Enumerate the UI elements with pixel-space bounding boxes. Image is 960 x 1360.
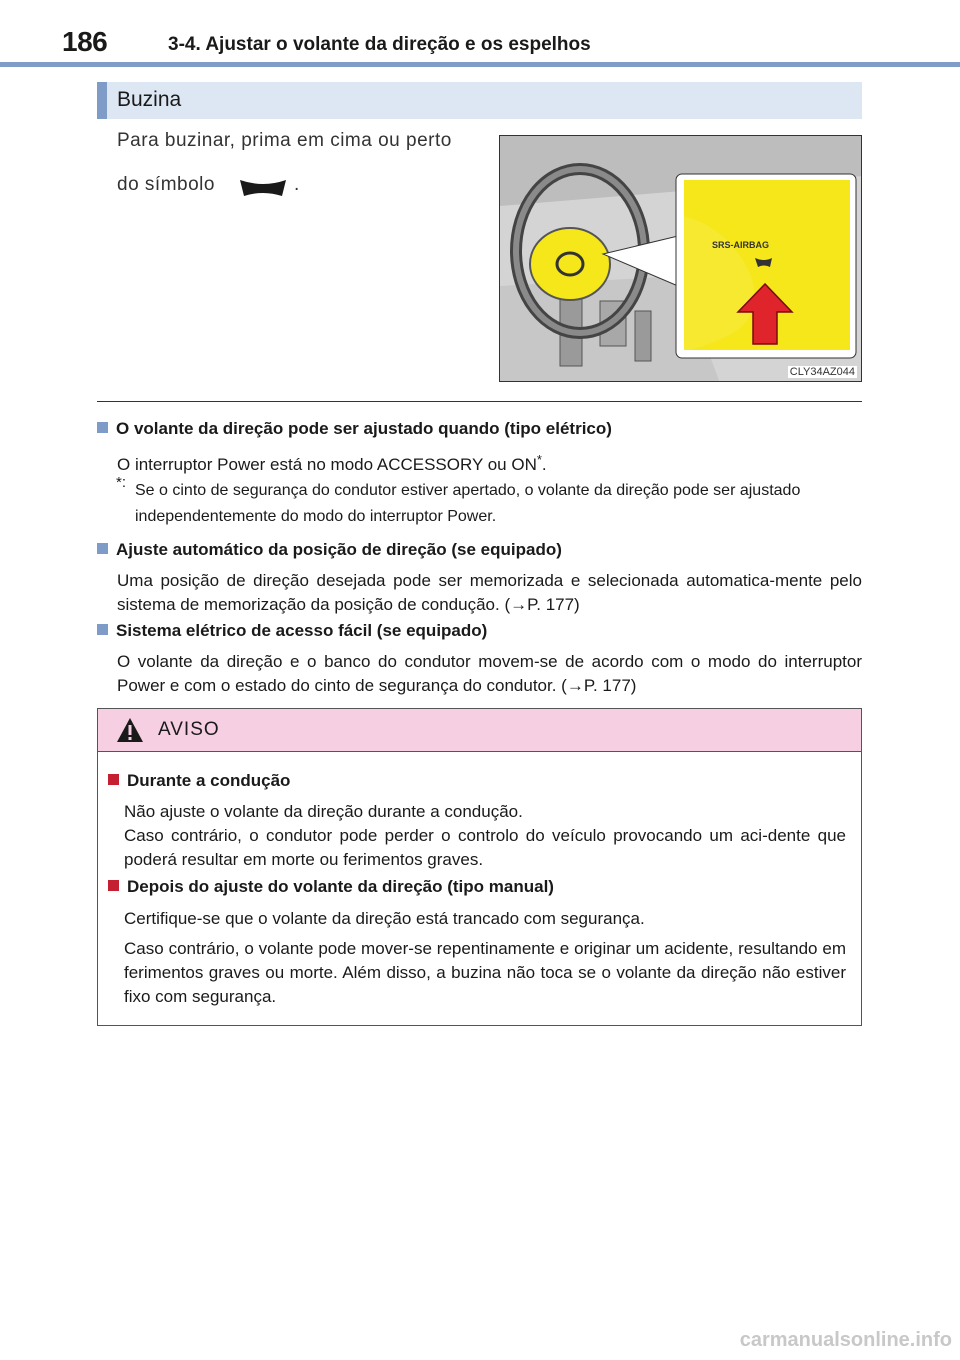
header-rule [0, 62, 960, 67]
warning-box [97, 708, 862, 1026]
note-body-end: . [541, 455, 547, 474]
section-title: Buzina [117, 88, 182, 111]
warning-heading-text: Durante a condução [127, 771, 291, 790]
intro-period: . [294, 174, 300, 195]
note-body [117, 448, 862, 477]
note-heading [97, 621, 487, 641]
warning-item-paragraph: Caso contrário, o condutor pode perder o controlo do veículo provocando um aci-dente que poderá resultar em morte ou ferimentos graves. [124, 826, 846, 869]
warning-title: AVISO [158, 719, 220, 740]
steering-wheel-illustration [500, 136, 862, 382]
warning-header [98, 709, 861, 752]
note-body: Uma posição de direção desejada pode ser memorizada e selecionada automatica-mente pelo sistema de memorização da posição de condução. (→P. 177) [117, 571, 862, 614]
note-heading [97, 419, 612, 439]
warning-item-paragraph: Certifique-se que o volante da direção está trancado com segurança. [124, 909, 645, 928]
square-bullet-icon [97, 543, 108, 554]
figure-code: CLY34AZ044 [789, 366, 855, 378]
separator [97, 401, 862, 402]
note-heading-text: O volante da direção pode ser ajustado quando (tipo elétrico) [116, 419, 612, 438]
square-bullet-icon [108, 774, 119, 785]
watermark: carmanualsonline.info [739, 1329, 952, 1351]
warning-item-paragraph: Não ajuste o volante da direção durante a condução. [124, 802, 523, 821]
square-bullet-icon [108, 880, 119, 891]
section-bar [97, 82, 862, 119]
intro-line-1: Para buzinar, prima em cima ou perto [117, 130, 452, 151]
warning-item-paragraph: Caso contrário, o volante pode mover-se repentinamente e originar um acidente, resultando em ferimentos graves ou morte. Além disso, a buzina não toca se o volante da direção não estiver fixo com segurança. [124, 939, 846, 1006]
intro-line-2: do símbolo [117, 174, 215, 195]
square-bullet-icon [97, 624, 108, 635]
note-heading-text: Sistema elétrico de acesso fácil (se equipado) [116, 621, 488, 640]
footnote-reference: * [536, 452, 542, 467]
footnote-mark: *: [116, 474, 127, 491]
warning-heading-text: Depois do ajuste do volante da direção (tipo manual) [127, 877, 554, 896]
srs-airbag-label: SRS-AIRBAG [712, 240, 770, 250]
steering-wheel-figure [499, 135, 862, 382]
footnote-text: Se o cinto de segurança do condutor estiver apertado, o volante da direção pode ser ajustado independentemente do modo do interruptor Power. [135, 482, 801, 525]
warning-item-heading [108, 771, 290, 791]
note-body: O volante da direção e o banco do condutor movem-se de acordo com o modo do interruptor Power e com o estado do cinto de segurança do condutor. (→P. 177) [117, 652, 862, 695]
chapter-title: 3-4. Ajustar o volante da direção e os espelhos [168, 34, 591, 55]
note-heading [97, 540, 562, 560]
square-bullet-icon [97, 422, 108, 433]
note-body-text: O interruptor Power está no modo ACCESSORY ou ON [117, 455, 537, 474]
page-header [0, 0, 960, 70]
page-number: 186 [62, 26, 108, 57]
horn-icon [236, 174, 290, 202]
warning-item-heading [108, 877, 554, 897]
warning-triangle-icon [116, 717, 144, 743]
note-heading-text: Ajuste automático da posição de direção (se equipado) [116, 540, 562, 559]
